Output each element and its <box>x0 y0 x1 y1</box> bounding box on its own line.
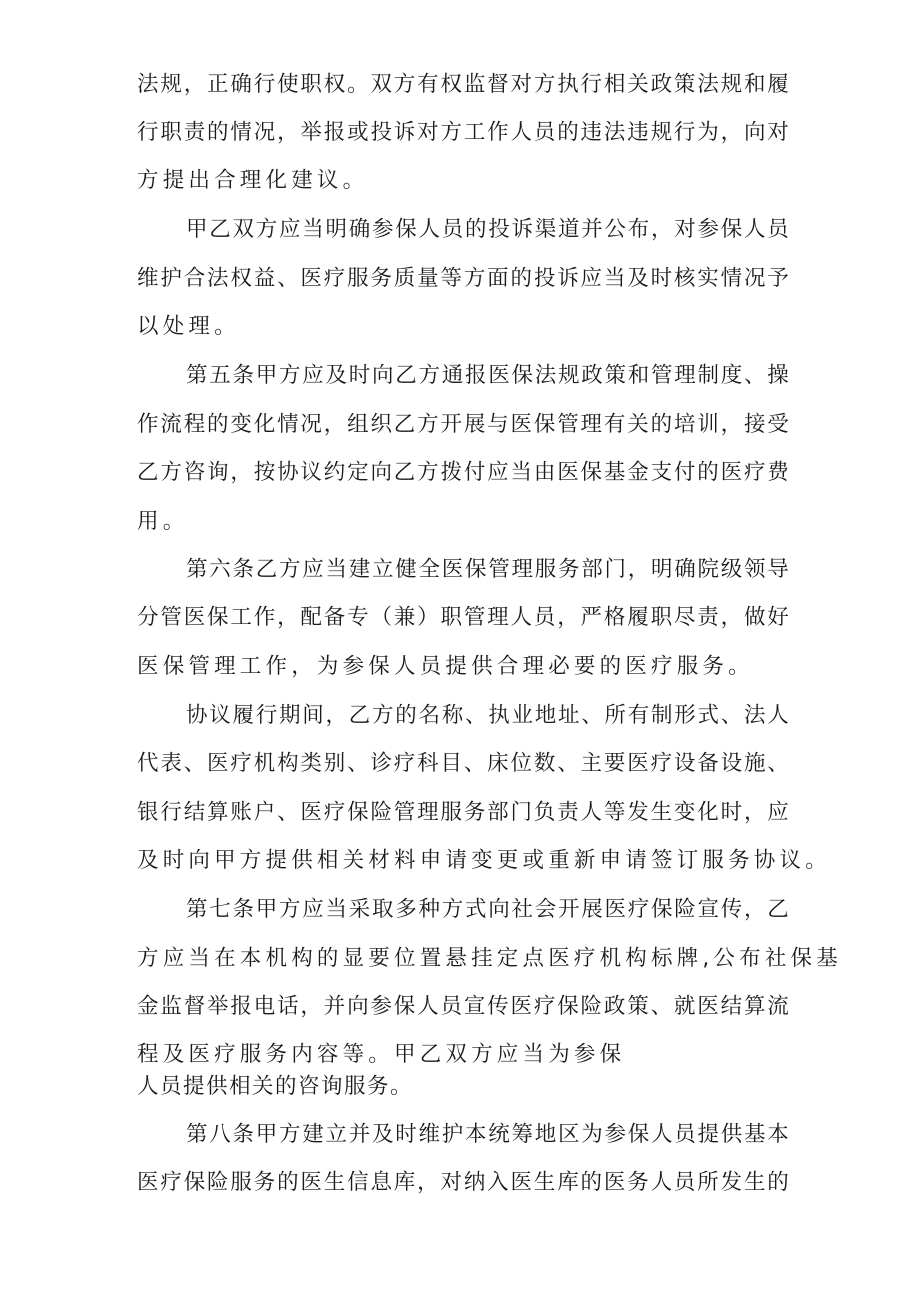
text-line: 维护合法权益、医疗服务质量等方面的投诉应当及时核实情况予 <box>137 266 789 291</box>
text-line: 以处理。 <box>137 314 240 339</box>
text-line: 乙方咨询，按协议约定向乙方拨付应当由医保基金支付的医疗费 <box>137 460 789 485</box>
text-line: 程及医疗服务内容等。甲乙双方应当为参保 <box>137 1042 626 1067</box>
text-line: 及时向甲方提供相关材料申请变更或重新申请签订服务协议。 <box>137 848 831 873</box>
text-line: 协议履行期间，乙方的名称、执业地址、所有制形式、法人 <box>186 703 789 728</box>
text-line: 方提出合理化建议。 <box>137 168 369 193</box>
text-line: 方应当在本机构的显要位置悬挂定点医疗机构标牌,公布社保基 <box>137 946 842 971</box>
text-line: 银行结算账户、医疗保险管理服务部门负责人等发生变化时，应 <box>137 800 789 825</box>
text-line: 人员提供相关的咨询服务。 <box>137 1074 414 1099</box>
text-line: 作流程的变化情况，组织乙方开展与医保管理有关的培训，接受 <box>137 412 789 437</box>
text-line: 第七条甲方应当采取多种方式向社会开展医疗保险宣传，乙 <box>186 897 789 922</box>
text-line: 医保管理工作，为参保人员提供合理必要的医疗服务。 <box>137 654 754 679</box>
text-line: 行职责的情况，举报或投诉对方工作人员的违法违规行为，向对 <box>137 120 789 145</box>
text-line: 第五条甲方应及时向乙方通报医保法规政策和管理制度、操 <box>186 363 789 388</box>
text-line: 代表、医疗机构类别、诊疗科目、床位数、主要医疗设备设施、 <box>137 751 789 776</box>
text-line: 分管医保工作，配备专（兼）职管理人员，严格履职尽责，做好 <box>137 605 789 630</box>
text-line: 金监督举报电话，并向参保人员宣传医疗保险政策、就医结算流 <box>137 994 789 1019</box>
text-line: 用。 <box>137 509 189 534</box>
text-line: 法规，正确行使职权。双方有权监督对方执行相关政策法规和履 <box>137 72 789 97</box>
text-line: 第八条甲方建立并及时维护本统筹地区为参保人员提供基本 <box>186 1122 789 1147</box>
text-line: 第六条乙方应当建立健全医保管理服务部门，明确院级领导 <box>186 557 789 582</box>
text-line: 甲乙双方应当明确参保人员的投诉渠道并公布，对参保人员 <box>186 217 789 242</box>
text-line: 医疗保险服务的医生信息库，对纳入医生库的医务人员所发生的 <box>137 1170 789 1195</box>
